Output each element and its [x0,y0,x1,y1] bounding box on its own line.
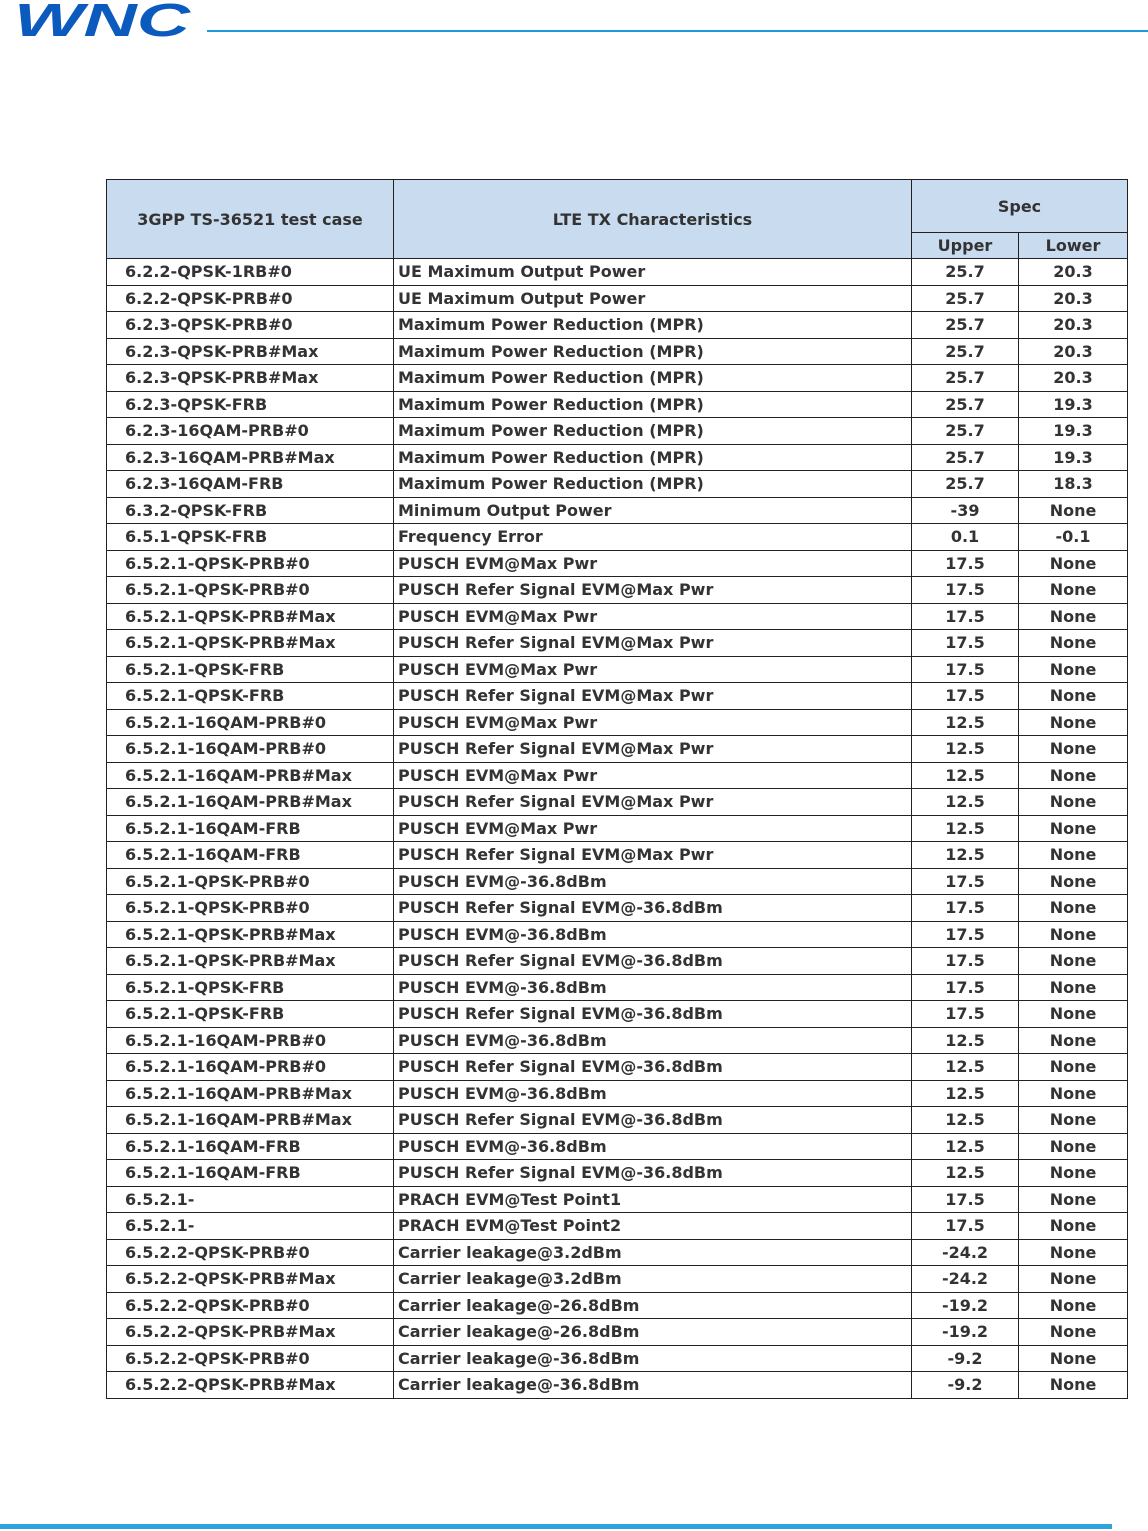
cell-test-case: 6.5.2.1- [107,1213,394,1240]
cell-test-case: 6.5.2.1-QPSK-FRB [107,656,394,683]
cell-upper: 25.7 [912,312,1019,339]
cell-lower: None [1019,1133,1128,1160]
cell-upper: 17.5 [912,630,1019,657]
table-row [107,948,1128,975]
cell-characteristic: PUSCH EVM@-36.8dBm [394,974,912,1001]
cell-characteristic: PUSCH Refer Signal EVM@-36.8dBm [394,895,912,922]
cell-test-case: 6.5.2.1-16QAM-FRB [107,842,394,869]
cell-upper: 25.7 [912,365,1019,392]
cell-test-case: 6.5.2.1-QPSK-FRB [107,683,394,710]
cell-lower: 20.3 [1019,259,1128,286]
cell-characteristic: PUSCH Refer Signal EVM@-36.8dBm [394,1001,912,1028]
cell-upper: 17.5 [912,895,1019,922]
cell-characteristic: PUSCH Refer Signal EVM@Max Pwr [394,630,912,657]
cell-test-case: 6.5.2.2-QPSK-PRB#Max [107,1266,394,1293]
cell-lower: None [1019,974,1128,1001]
cell-lower: 20.3 [1019,285,1128,312]
table-row [107,656,1128,683]
header-upper: Upper [912,233,1019,259]
cell-upper: 17.5 [912,868,1019,895]
cell-test-case: 6.5.2.1-16QAM-PRB#0 [107,736,394,763]
cell-upper: 12.5 [912,709,1019,736]
cell-test-case: 6.5.2.2-QPSK-PRB#0 [107,1239,394,1266]
table-row [107,921,1128,948]
cell-test-case: 6.2.3-QPSK-PRB#0 [107,312,394,339]
cell-test-case: 6.5.2.1-QPSK-PRB#0 [107,868,394,895]
cell-test-case: 6.5.2.1-16QAM-PRB#0 [107,1054,394,1081]
cell-characteristic: PUSCH EVM@-36.8dBm [394,1027,912,1054]
cell-test-case: 6.5.2.1-16QAM-PRB#Max [107,1080,394,1107]
cell-upper: 25.7 [912,418,1019,445]
table-row [107,1266,1128,1293]
cell-lower: None [1019,1239,1128,1266]
cell-test-case: 6.5.2.1-QPSK-PRB#0 [107,895,394,922]
cell-test-case: 6.5.2.1-16QAM-PRB#Max [107,1107,394,1134]
cell-lower: None [1019,603,1128,630]
cell-characteristic: Maximum Power Reduction (MPR) [394,444,912,471]
cell-upper: 12.5 [912,1054,1019,1081]
cell-test-case: 6.5.2.1-QPSK-PRB#Max [107,630,394,657]
cell-characteristic: PUSCH EVM@-36.8dBm [394,921,912,948]
cell-characteristic: PUSCH Refer Signal EVM@-36.8dBm [394,948,912,975]
cell-upper: 25.7 [912,471,1019,498]
cell-upper: 17.5 [912,603,1019,630]
cell-lower: None [1019,1292,1128,1319]
cell-test-case: 6.5.2.1-16QAM-PRB#0 [107,709,394,736]
cell-upper: 17.5 [912,948,1019,975]
cell-upper: 12.5 [912,1160,1019,1187]
cell-test-case: 6.5.2.2-QPSK-PRB#0 [107,1292,394,1319]
cell-upper: 17.5 [912,656,1019,683]
cell-test-case: 6.5.2.1-QPSK-PRB#Max [107,948,394,975]
cell-test-case: 6.5.2.1-QPSK-FRB [107,974,394,1001]
cell-upper: 25.7 [912,391,1019,418]
cell-test-case: 6.2.3-16QAM-PRB#Max [107,444,394,471]
table-row [107,471,1128,498]
cell-test-case: 6.5.2.1-QPSK-FRB [107,1001,394,1028]
cell-upper: 25.7 [912,338,1019,365]
cell-lower: None [1019,789,1128,816]
cell-characteristic: PUSCH Refer Signal EVM@Max Pwr [394,736,912,763]
cell-lower: None [1019,709,1128,736]
spec-table-header [107,180,1128,259]
cell-characteristic: PUSCH Refer Signal EVM@Max Pwr [394,683,912,710]
cell-upper: 12.5 [912,736,1019,763]
table-row [107,603,1128,630]
cell-characteristic: PUSCH Refer Signal EVM@Max Pwr [394,789,912,816]
cell-upper: 17.5 [912,683,1019,710]
cell-lower: None [1019,868,1128,895]
cell-upper: -19.2 [912,1319,1019,1346]
cell-test-case: 6.5.2.2-QPSK-PRB#0 [107,1345,394,1372]
cell-characteristic: UE Maximum Output Power [394,259,912,286]
cell-upper: 12.5 [912,1080,1019,1107]
cell-upper: 12.5 [912,762,1019,789]
cell-lower: 20.3 [1019,338,1128,365]
cell-lower: None [1019,1319,1128,1346]
cell-characteristic: Carrier leakage@3.2dBm [394,1239,912,1266]
table-row [107,762,1128,789]
cell-characteristic: Frequency Error [394,524,912,551]
cell-upper: 25.7 [912,285,1019,312]
cell-lower: 18.3 [1019,471,1128,498]
cell-upper: 25.7 [912,259,1019,286]
cell-test-case: 6.2.2-QPSK-1RB#0 [107,259,394,286]
cell-upper: 12.5 [912,815,1019,842]
cell-lower: None [1019,762,1128,789]
cell-characteristic: UE Maximum Output Power [394,285,912,312]
cell-test-case: 6.5.1-QPSK-FRB [107,524,394,551]
table-row [107,1319,1128,1346]
cell-characteristic: PRACH EVM@Test Point1 [394,1186,912,1213]
cell-lower: None [1019,630,1128,657]
cell-characteristic: PUSCH Refer Signal EVM@Max Pwr [394,577,912,604]
cell-lower: None [1019,1186,1128,1213]
header-characteristics: LTE TX Characteristics [394,180,912,259]
cell-lower: None [1019,577,1128,604]
cell-test-case: 6.5.2.1-QPSK-PRB#0 [107,550,394,577]
cell-upper: -24.2 [912,1239,1019,1266]
header-test-case: 3GPP TS-36521 test case [107,180,394,259]
cell-test-case: 6.5.2.1-QPSK-PRB#Max [107,921,394,948]
cell-lower: 19.3 [1019,391,1128,418]
cell-upper: 0.1 [912,524,1019,551]
cell-characteristic: PUSCH EVM@Max Pwr [394,656,912,683]
cell-characteristic: Carrier leakage@3.2dBm [394,1266,912,1293]
cell-characteristic: PUSCH EVM@Max Pwr [394,762,912,789]
table-row [107,418,1128,445]
table-row [107,338,1128,365]
table-row [107,789,1128,816]
cell-characteristic: PRACH EVM@Test Point2 [394,1213,912,1240]
cell-lower: 20.3 [1019,365,1128,392]
cell-upper: -24.2 [912,1266,1019,1293]
cell-lower: None [1019,1027,1128,1054]
cell-lower: 19.3 [1019,418,1128,445]
cell-lower: 19.3 [1019,444,1128,471]
cell-lower: None [1019,550,1128,577]
header-spec: Spec [912,180,1128,233]
cell-upper: -19.2 [912,1292,1019,1319]
table-row [107,1027,1128,1054]
wnc-logo [14,0,192,42]
cell-upper: -39 [912,497,1019,524]
cell-characteristic: Maximum Power Reduction (MPR) [394,338,912,365]
table-row [107,365,1128,392]
header-lower: Lower [1019,233,1128,259]
cell-characteristic: PUSCH EVM@Max Pwr [394,815,912,842]
cell-lower: None [1019,1213,1128,1240]
table-row [107,1213,1128,1240]
cell-characteristic: Minimum Output Power [394,497,912,524]
table-row [107,497,1128,524]
cell-characteristic: PUSCH Refer Signal EVM@-36.8dBm [394,1107,912,1134]
cell-lower: None [1019,683,1128,710]
table-row [107,1345,1128,1372]
spec-table-body [107,259,1128,1399]
table-row [107,391,1128,418]
cell-lower: None [1019,1080,1128,1107]
table-row [107,1186,1128,1213]
cell-lower: None [1019,842,1128,869]
footer-rule [0,1524,1112,1529]
table-row [107,285,1128,312]
cell-test-case: 6.5.2.1-QPSK-PRB#Max [107,603,394,630]
table-row [107,259,1128,286]
cell-lower: None [1019,948,1128,975]
cell-lower: None [1019,1345,1128,1372]
table-row [107,1001,1128,1028]
cell-characteristic: Maximum Power Reduction (MPR) [394,418,912,445]
cell-characteristic: PUSCH Refer Signal EVM@-36.8dBm [394,1054,912,1081]
table-row [107,1160,1128,1187]
cell-lower: None [1019,497,1128,524]
cell-upper: 17.5 [912,1001,1019,1028]
cell-characteristic: PUSCH Refer Signal EVM@Max Pwr [394,842,912,869]
cell-test-case: 6.2.2-QPSK-PRB#0 [107,285,394,312]
cell-characteristic: PUSCH EVM@Max Pwr [394,603,912,630]
table-row [107,683,1128,710]
cell-characteristic: Carrier leakage@-36.8dBm [394,1372,912,1399]
table-row [107,736,1128,763]
cell-test-case: 6.5.2.1-16QAM-FRB [107,1160,394,1187]
spec-table [106,179,1128,1399]
table-row [107,815,1128,842]
table-row [107,524,1128,551]
cell-upper: 12.5 [912,1107,1019,1134]
cell-lower: -0.1 [1019,524,1128,551]
cell-test-case: 6.2.3-QPSK-PRB#Max [107,338,394,365]
table-row [107,1372,1128,1399]
cell-test-case: 6.5.2.1-16QAM-PRB#0 [107,1027,394,1054]
table-row [107,895,1128,922]
cell-characteristic: Maximum Power Reduction (MPR) [394,365,912,392]
cell-lower: None [1019,1160,1128,1187]
cell-upper: 17.5 [912,1186,1019,1213]
cell-test-case: 6.5.2.1- [107,1186,394,1213]
cell-test-case: 6.5.2.1-16QAM-PRB#Max [107,762,394,789]
cell-test-case: 6.5.2.1-16QAM-FRB [107,1133,394,1160]
table-row [107,868,1128,895]
table-row [107,842,1128,869]
table-row [107,444,1128,471]
cell-lower: None [1019,1054,1128,1081]
table-row [107,1080,1128,1107]
cell-lower: None [1019,1001,1128,1028]
cell-characteristic: Carrier leakage@-26.8dBm [394,1292,912,1319]
cell-upper: 12.5 [912,842,1019,869]
table-row [107,1054,1128,1081]
cell-characteristic: PUSCH EVM@Max Pwr [394,550,912,577]
cell-lower: None [1019,921,1128,948]
cell-characteristic: PUSCH EVM@Max Pwr [394,709,912,736]
table-row [107,1107,1128,1134]
cell-test-case: 6.5.2.2-QPSK-PRB#Max [107,1372,394,1399]
cell-lower: None [1019,1372,1128,1399]
cell-lower: None [1019,1107,1128,1134]
cell-upper: 12.5 [912,789,1019,816]
cell-test-case: 6.5.2.1-16QAM-FRB [107,815,394,842]
cell-test-case: 6.2.3-QPSK-FRB [107,391,394,418]
cell-upper: 17.5 [912,1213,1019,1240]
table-row [107,709,1128,736]
cell-characteristic: PUSCH EVM@-36.8dBm [394,1133,912,1160]
cell-upper: -9.2 [912,1372,1019,1399]
table-row [107,630,1128,657]
cell-test-case: 6.5.2.1-16QAM-PRB#Max [107,789,394,816]
cell-characteristic: Maximum Power Reduction (MPR) [394,391,912,418]
table-row [107,974,1128,1001]
table-row [107,1292,1128,1319]
cell-lower: None [1019,656,1128,683]
cell-test-case: 6.3.2-QPSK-FRB [107,497,394,524]
table-row [107,577,1128,604]
cell-characteristic: Maximum Power Reduction (MPR) [394,312,912,339]
table-row [107,550,1128,577]
cell-upper: -9.2 [912,1345,1019,1372]
cell-upper: 17.5 [912,550,1019,577]
table-row [107,312,1128,339]
cell-characteristic: Maximum Power Reduction (MPR) [394,471,912,498]
cell-upper: 12.5 [912,1133,1019,1160]
cell-upper: 17.5 [912,974,1019,1001]
cell-lower: None [1019,895,1128,922]
cell-test-case: 6.2.3-16QAM-PRB#0 [107,418,394,445]
cell-characteristic: PUSCH EVM@-36.8dBm [394,1080,912,1107]
cell-test-case: 6.5.2.2-QPSK-PRB#Max [107,1319,394,1346]
cell-lower: None [1019,1266,1128,1293]
cell-test-case: 6.2.3-QPSK-PRB#Max [107,365,394,392]
cell-characteristic: PUSCH EVM@-36.8dBm [394,868,912,895]
cell-upper: 17.5 [912,921,1019,948]
cell-lower: None [1019,815,1128,842]
cell-characteristic: PUSCH Refer Signal EVM@-36.8dBm [394,1160,912,1187]
cell-characteristic: Carrier leakage@-36.8dBm [394,1345,912,1372]
table-row [107,1239,1128,1266]
cell-test-case: 6.2.3-16QAM-FRB [107,471,394,498]
cell-upper: 12.5 [912,1027,1019,1054]
cell-upper: 17.5 [912,577,1019,604]
header-rule [207,30,1148,32]
cell-characteristic: Carrier leakage@-26.8dBm [394,1319,912,1346]
table-row [107,1133,1128,1160]
cell-lower: 20.3 [1019,312,1128,339]
cell-test-case: 6.5.2.1-QPSK-PRB#0 [107,577,394,604]
cell-lower: None [1019,736,1128,763]
wnc-logo-mark [14,0,192,42]
logo-wordmark: WNC [14,0,192,42]
cell-upper: 25.7 [912,444,1019,471]
